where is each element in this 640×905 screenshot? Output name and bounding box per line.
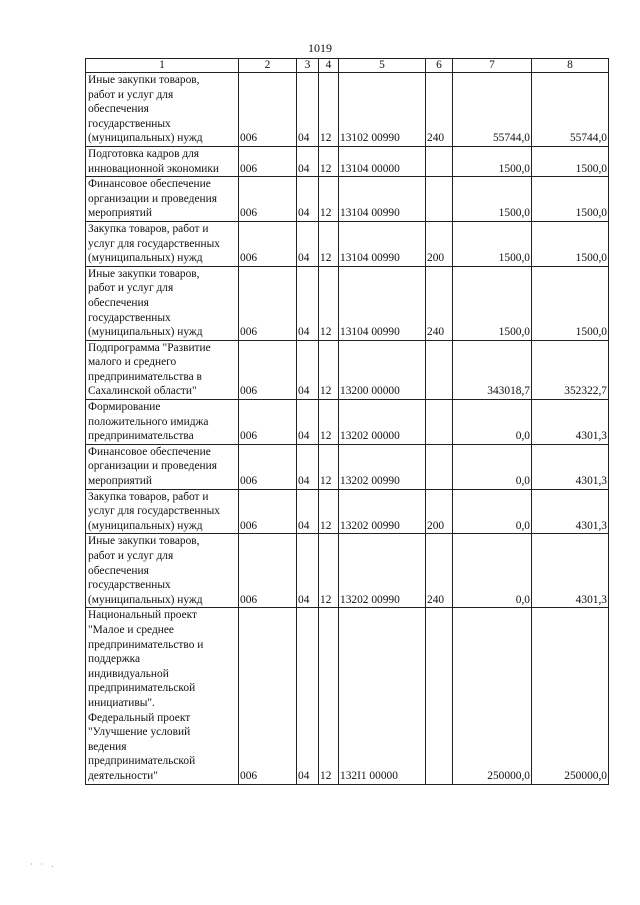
table-row bbox=[86, 340, 609, 399]
row-name-line: Иные закупки товаров, bbox=[88, 535, 200, 548]
row-name-line: работ и услуг для bbox=[88, 282, 174, 295]
table-row bbox=[86, 146, 609, 176]
podrazdel-cell: 12 bbox=[319, 221, 339, 266]
row-name-line: услуг для государственных bbox=[88, 237, 220, 250]
table-row bbox=[86, 73, 609, 147]
row-name-line: положительного имиджа bbox=[88, 415, 209, 428]
row-name-line: Закупка товаров, работ и bbox=[88, 222, 209, 235]
year2-cell: 1500,0 bbox=[532, 221, 609, 266]
vr-cell: 240 bbox=[426, 73, 453, 147]
row-name-line: инновационной экономики bbox=[88, 162, 220, 175]
razdel-cell: 04 bbox=[297, 177, 319, 222]
row-name-line: государственных bbox=[88, 579, 171, 592]
row-name-line: Финансовое обеспечение bbox=[88, 178, 211, 191]
podrazdel-cell: 12 bbox=[319, 340, 339, 399]
header-cell-4: 4 bbox=[319, 59, 339, 73]
year1-cell: 1500,0 bbox=[453, 266, 532, 340]
header-cell-8: 8 bbox=[532, 59, 609, 73]
year2-cell: 1500,0 bbox=[532, 177, 609, 222]
vr-cell: 200 bbox=[426, 489, 453, 534]
row-name-line: малого и среднего bbox=[88, 356, 177, 369]
row-name-line: Финансовое обеспечение bbox=[88, 445, 211, 458]
row-name-line: (муниципальных) нужд bbox=[88, 132, 203, 145]
row-name-line: деятельности" bbox=[88, 769, 158, 782]
row-name-cell bbox=[86, 177, 239, 222]
row-name-cell bbox=[86, 73, 239, 147]
year1-cell: 0,0 bbox=[453, 534, 532, 608]
row-name-line: Подпрограмма "Развитие bbox=[88, 341, 211, 354]
grbs-cell: 006 bbox=[239, 608, 297, 784]
row-name-line: Национальный проект bbox=[88, 609, 198, 622]
podrazdel-cell: 12 bbox=[319, 266, 339, 340]
razdel-cell: 04 bbox=[297, 266, 319, 340]
vr-cell bbox=[426, 340, 453, 399]
year2-cell: 1500,0 bbox=[532, 266, 609, 340]
year1-cell: 1500,0 bbox=[453, 146, 532, 176]
year2-cell: 250000,0 bbox=[532, 608, 609, 784]
year2-cell: 1500,0 bbox=[532, 146, 609, 176]
csr-cell: 13202 00990 bbox=[339, 534, 426, 608]
vr-cell: 200 bbox=[426, 221, 453, 266]
row-name-line: Сахалинской области" bbox=[88, 385, 197, 398]
row-name-line: индивидуальной bbox=[88, 667, 169, 680]
row-name-line: предпринимательской bbox=[88, 682, 196, 695]
row-name-line: мероприятий bbox=[88, 475, 152, 488]
table-row bbox=[86, 266, 609, 340]
row-name-line: обеспечения bbox=[88, 564, 149, 577]
grbs-cell: 006 bbox=[239, 146, 297, 176]
year1-cell: 343018,7 bbox=[453, 340, 532, 399]
row-name-line: предпринимательства в bbox=[88, 370, 202, 383]
row-name-line: (муниципальных) нужд bbox=[88, 519, 203, 532]
vr-cell bbox=[426, 177, 453, 222]
header-row bbox=[86, 59, 609, 73]
budget-table bbox=[85, 58, 609, 785]
grbs-cell: 006 bbox=[239, 534, 297, 608]
row-name-cell bbox=[86, 221, 239, 266]
razdel-cell: 04 bbox=[297, 608, 319, 784]
csr-cell: 13202 00000 bbox=[339, 400, 426, 445]
page-number: 1019 bbox=[308, 41, 332, 55]
row-name-line: государственных bbox=[88, 117, 171, 130]
podrazdel-cell: 12 bbox=[319, 73, 339, 147]
razdel-cell: 04 bbox=[297, 146, 319, 176]
row-name-cell bbox=[86, 340, 239, 399]
podrazdel-cell: 12 bbox=[319, 400, 339, 445]
year2-cell: 4301,3 bbox=[532, 444, 609, 489]
grbs-cell: 006 bbox=[239, 177, 297, 222]
row-name-line: предпринимательства bbox=[88, 430, 194, 443]
csr-cell: 13104 00990 bbox=[339, 221, 426, 266]
row-name-cell bbox=[86, 146, 239, 176]
row-name-line: Формирование bbox=[88, 401, 161, 414]
table-body bbox=[86, 73, 609, 785]
csr-cell: 13102 00990 bbox=[339, 73, 426, 147]
csr-cell: 13104 00990 bbox=[339, 266, 426, 340]
year2-cell: 4301,3 bbox=[532, 400, 609, 445]
row-name-cell bbox=[86, 444, 239, 489]
header-cell-2: 2 bbox=[239, 59, 297, 73]
grbs-cell: 006 bbox=[239, 221, 297, 266]
table-row bbox=[86, 221, 609, 266]
row-name-line: "Улучшение условий bbox=[88, 726, 191, 739]
row-name-line: услуг для государственных bbox=[88, 505, 220, 518]
row-name-line: Иные закупки товаров, bbox=[88, 74, 200, 86]
year1-cell: 0,0 bbox=[453, 400, 532, 445]
row-name-cell bbox=[86, 608, 239, 784]
row-name-line: Подготовка кадров для bbox=[88, 147, 200, 160]
razdel-cell: 04 bbox=[297, 73, 319, 147]
year2-cell: 4301,3 bbox=[532, 534, 609, 608]
year1-cell: 0,0 bbox=[453, 444, 532, 489]
vr-cell bbox=[426, 400, 453, 445]
razdel-cell: 04 bbox=[297, 400, 319, 445]
row-name-cell bbox=[86, 534, 239, 608]
vr-cell: 240 bbox=[426, 266, 453, 340]
row-name-cell bbox=[86, 400, 239, 445]
year1-cell: 250000,0 bbox=[453, 608, 532, 784]
table-row bbox=[86, 489, 609, 534]
table-row bbox=[86, 534, 609, 608]
scan-specks: · · . bbox=[30, 860, 57, 869]
header-cell-3: 3 bbox=[297, 59, 319, 73]
row-name-line: поддержка bbox=[88, 653, 141, 666]
row-name-line: "Малое и среднее bbox=[88, 623, 174, 636]
csr-cell: 13202 00990 bbox=[339, 489, 426, 534]
csr-cell: 132I1 00000 bbox=[339, 608, 426, 784]
row-name-line: обеспечения bbox=[88, 296, 149, 309]
header-cell-5: 5 bbox=[339, 59, 426, 73]
grbs-cell: 006 bbox=[239, 400, 297, 445]
row-name-line: ведения bbox=[88, 740, 127, 753]
podrazdel-cell: 12 bbox=[319, 146, 339, 176]
grbs-cell: 006 bbox=[239, 340, 297, 399]
grbs-cell: 006 bbox=[239, 266, 297, 340]
row-name-line: мероприятий bbox=[88, 207, 152, 220]
row-name-line: организации и проведения bbox=[88, 460, 217, 473]
vr-cell: 240 bbox=[426, 534, 453, 608]
year2-cell: 352322,7 bbox=[532, 340, 609, 399]
table-row bbox=[86, 400, 609, 445]
row-name-line: Закупка товаров, работ и bbox=[88, 490, 209, 503]
year2-cell: 4301,3 bbox=[532, 489, 609, 534]
razdel-cell: 04 bbox=[297, 221, 319, 266]
row-name-line: (муниципальных) нужд bbox=[88, 326, 203, 339]
razdel-cell: 04 bbox=[297, 340, 319, 399]
podrazdel-cell: 12 bbox=[319, 534, 339, 608]
table-row bbox=[86, 444, 609, 489]
row-name-line: инициативы". bbox=[88, 696, 155, 709]
year1-cell: 1500,0 bbox=[453, 221, 532, 266]
grbs-cell: 006 bbox=[239, 444, 297, 489]
table-row bbox=[86, 608, 609, 784]
row-name-cell bbox=[86, 489, 239, 534]
vr-cell bbox=[426, 146, 453, 176]
podrazdel-cell: 12 bbox=[319, 444, 339, 489]
csr-cell: 13200 00000 bbox=[339, 340, 426, 399]
podrazdel-cell: 12 bbox=[319, 177, 339, 222]
csr-cell: 13202 00990 bbox=[339, 444, 426, 489]
razdel-cell: 04 bbox=[297, 534, 319, 608]
vr-cell bbox=[426, 444, 453, 489]
row-name-line: предпринимательство и bbox=[88, 638, 204, 651]
row-name-line: Федеральный проект bbox=[88, 711, 191, 724]
table-row bbox=[86, 177, 609, 222]
year1-cell: 1500,0 bbox=[453, 177, 532, 222]
year2-cell: 55744,0 bbox=[532, 73, 609, 147]
header-cell-6: 6 bbox=[426, 59, 453, 73]
row-name-line: государственных bbox=[88, 311, 171, 324]
row-name-line: Иные закупки товаров, bbox=[88, 267, 200, 280]
header-cell-1: 1 bbox=[86, 59, 239, 73]
grbs-cell: 006 bbox=[239, 73, 297, 147]
csr-cell: 13104 00000 bbox=[339, 146, 426, 176]
podrazdel-cell: 12 bbox=[319, 608, 339, 784]
year1-cell: 55744,0 bbox=[453, 73, 532, 147]
row-name-line: обеспечения bbox=[88, 103, 149, 116]
row-name-line: предпринимательской bbox=[88, 755, 196, 768]
header-cell-7: 7 bbox=[453, 59, 532, 73]
grbs-cell: 006 bbox=[239, 489, 297, 534]
year1-cell: 0,0 bbox=[453, 489, 532, 534]
razdel-cell: 04 bbox=[297, 489, 319, 534]
razdel-cell: 04 bbox=[297, 444, 319, 489]
row-name-line: организации и проведения bbox=[88, 192, 217, 205]
vr-cell bbox=[426, 608, 453, 784]
row-name-line: (муниципальных) нужд bbox=[88, 252, 203, 265]
row-name-line: работ и услуг для bbox=[88, 550, 174, 562]
csr-cell: 13104 00990 bbox=[339, 177, 426, 222]
row-name-line: (муниципальных) нужд bbox=[88, 593, 203, 606]
row-name-cell bbox=[86, 266, 239, 340]
row-name-line: работ и услуг для bbox=[88, 88, 174, 101]
podrazdel-cell: 12 bbox=[319, 489, 339, 534]
